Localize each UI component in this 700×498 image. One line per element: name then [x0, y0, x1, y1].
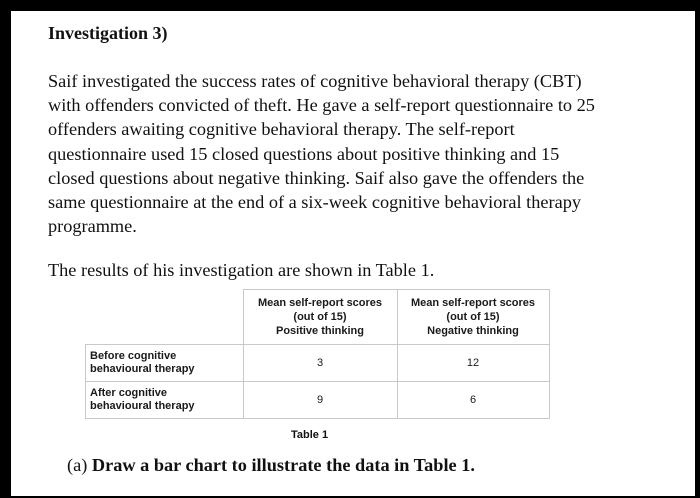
paragraph-line: programme.	[48, 216, 137, 237]
paragraph-line: offenders awaiting cognitive behavioral therapy. The self-report	[48, 119, 515, 140]
investigation-heading: Investigation 3)	[48, 23, 168, 43]
paragraph-line: with offenders convicted of theft. He gave a self-report questionnaire to 25	[48, 95, 595, 116]
row-header-line: After cognitive	[90, 387, 168, 399]
paragraph-line: closed questions about negative thinking. Saif also gave the offenders the	[48, 167, 585, 188]
cell-after-negative: 6	[397, 382, 549, 419]
investigation-paragraph	[48, 69, 688, 238]
cell-after-positive: 9	[243, 382, 397, 419]
column-header-line: Mean self-report scores	[410, 297, 536, 309]
results-sentence: The results of his investigation are shown in Table 1.	[48, 260, 435, 280]
table-header-row	[86, 290, 550, 345]
row-header-line: behavioural therapy	[90, 400, 195, 412]
column-header-negative	[397, 290, 549, 345]
question-a	[67, 455, 475, 476]
column-header-line: Positive thinking	[275, 325, 364, 337]
table-corner-cell	[86, 290, 244, 345]
row-header-line: Before cognitive	[90, 350, 177, 362]
paragraph-line: questionnaire used 15 closed questions about positive thinking and 15	[48, 143, 560, 164]
table-row	[86, 345, 550, 382]
table-caption: Table 1	[291, 429, 329, 441]
column-header-line: Negative thinking	[427, 325, 519, 337]
document-page	[11, 11, 695, 496]
column-header-positive	[243, 290, 397, 345]
row-header-line: behavioural therapy	[90, 363, 195, 375]
question-text: Draw a bar chart to illustrate the data in Table 1.	[91, 455, 475, 475]
paragraph-line: same questionnaire at the end of a six-week cognitive behavioral therapy	[48, 192, 582, 213]
results-table	[85, 289, 550, 419]
table-row	[86, 382, 550, 419]
column-header-line: (out of 15)	[293, 311, 347, 323]
question-prefix: (a)	[67, 455, 92, 475]
paragraph-line: Saif investigated the success rates of cognitive behavioral therapy (CBT)	[48, 71, 582, 91]
cell-before-positive: 3	[243, 345, 397, 382]
row-header-before	[86, 345, 244, 382]
row-header-after	[86, 382, 244, 419]
column-header-line: (out of 15)	[446, 311, 500, 323]
column-header-line: Mean self-report scores	[257, 297, 383, 309]
cell-before-negative: 12	[397, 345, 549, 382]
